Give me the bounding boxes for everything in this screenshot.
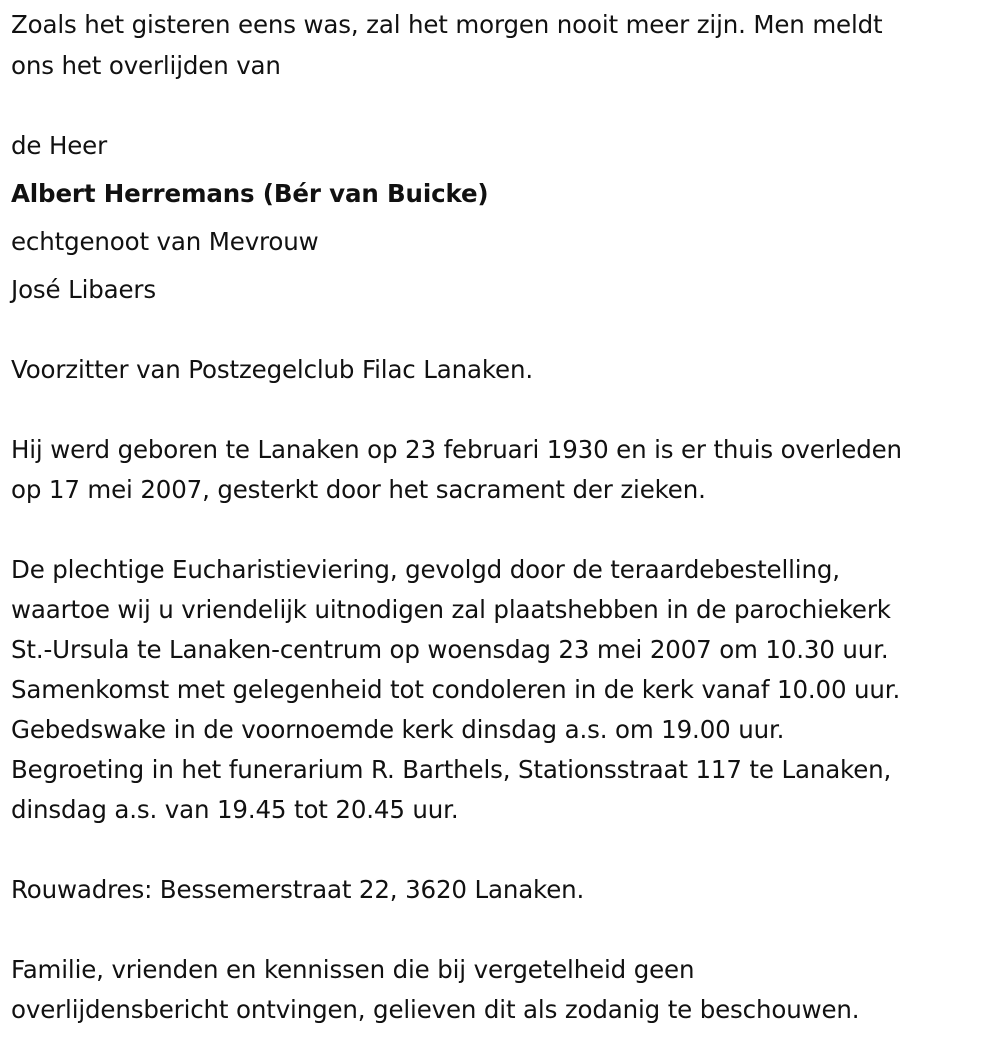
ceremony-line-2: waartoe wij u vriendelijk uitnodigen zal plaatshebben in de parochiekerk — [11, 595, 891, 624]
birth-death-line-2: op 17 mei 2007, gesterkt door het sacrament der zieken. — [11, 475, 706, 504]
ceremony-line-4: Samenkomst met gelegenheid tot condoleren in de kerk vanaf 10.00 uur. — [11, 675, 901, 704]
intro-line-1: Zoals het gisteren eens was, zal het morgen nooit meer zijn. Men meldt — [11, 10, 883, 39]
spouse-name: José Libaers — [11, 275, 156, 304]
birth-death-line-1: Hij werd geboren te Lanaken op 23 februari 1930 en is er thuis overleden — [11, 435, 902, 464]
ceremony-line-5: Gebedswake in de voornoemde kerk dinsdag a.s. om 19.00 uur. — [11, 715, 785, 744]
deceased-title: de Heer — [11, 131, 108, 160]
ceremony-line-3: St.-Ursula te Lanaken-centrum op woensdag 23 mei 2007 om 10.30 uur. — [11, 635, 889, 664]
address-line: Rouwadres: Bessemerstraat 22, 3620 Lanaken. — [11, 875, 585, 904]
role-line: Voorzitter van Postzegelclub Filac Lanaken. — [11, 355, 533, 384]
ceremony-line-7: dinsdag a.s. van 19.45 tot 20.45 uur. — [11, 795, 459, 824]
closing-line-2: overlijdensbericht ontvingen, gelieven dit als zodanig te beschouwen. — [11, 995, 860, 1024]
intro-line-2: ons het overlijden van — [11, 51, 281, 80]
ceremony-line-1: De plechtige Eucharistieviering, gevolgd door de teraardebestelling, — [11, 555, 840, 584]
closing-line-1: Familie, vrienden en kennissen die bij vergetelheid geen — [11, 955, 695, 984]
ceremony-line-6: Begroeting in het funerarium R. Barthels, Stationsstraat 117 te Lanaken, — [11, 755, 892, 784]
deceased-name: Albert Herremans (Bér van Buicke) — [11, 179, 489, 208]
spouse-label: echtgenoot van Mevrouw — [11, 227, 319, 256]
